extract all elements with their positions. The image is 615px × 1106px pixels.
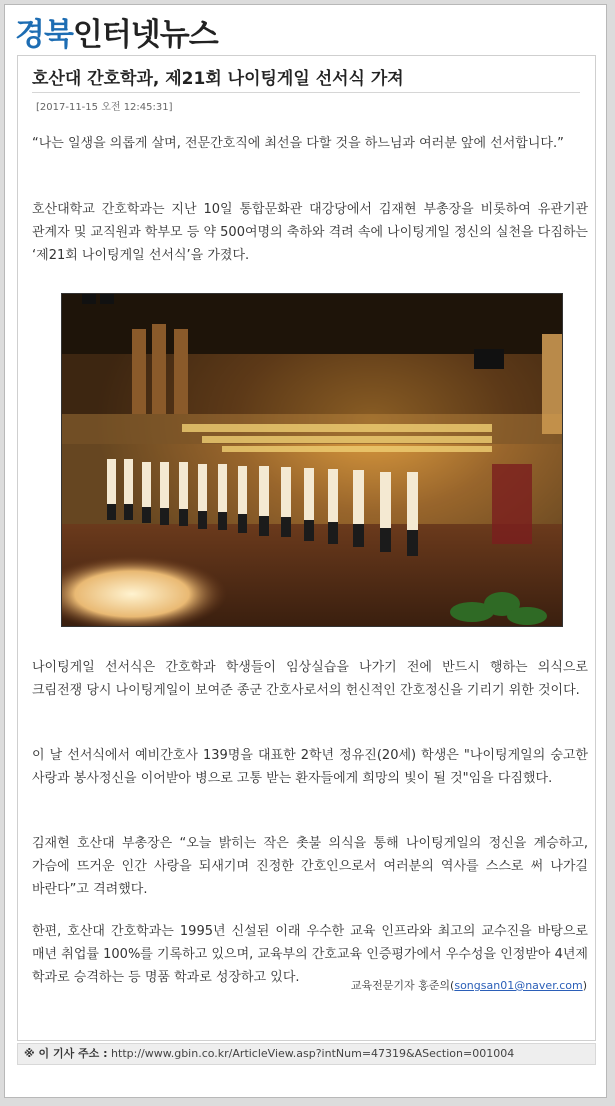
url-label: ※ 이 기사 주소 : <box>24 1047 108 1060</box>
article-byline <box>351 977 587 993</box>
article-title: 호산대 간호학과, 제21회 나이팅게일 선서식 가져 <box>32 69 404 89</box>
article-paragraph-5: 김재현 호산대 부총장은 “오늘 밝히는 작은 촛불 의식을 통해 나이팅게일의 정신을 계승하고, 가슴에 뜨거운 인간 사랑을 되새기며 진정한 간호인으로서 여러분의 역사를 스스로 써 나가길 바란다”고 격려했다. <box>32 836 588 897</box>
article-url[interactable]: http://www.gbin.co.kr/ArticleView.asp?intNum=47319&ASection=001004 <box>111 1047 515 1060</box>
byline-close: ) <box>582 979 587 992</box>
logo-part-2: 인터넷뉴스 <box>72 16 218 53</box>
article-paragraph-1: “나는 일생을 의롭게 살며, 전문간호직에 최선을 다할 것을 하느님과 여러분 앞에 선서합니다.” <box>32 136 564 151</box>
ceremony-photo-graphic <box>62 294 562 626</box>
article-photo <box>61 293 563 627</box>
logo-part-1: 경북 <box>15 16 73 53</box>
byline-reporter: 교육전문기자 홍준의( <box>350 979 455 992</box>
article-paragraph-3: 나이팅게일 선서식은 간호학과 학생들이 임상실습을 나가기 전에 반드시 행하는 의식으로 크림전쟁 당시 나이팅게일이 보여준 종군 간호사로서의 헌신적인 간호정신을 기리기 위한 것이다. <box>32 660 588 698</box>
article-box <box>17 55 596 1041</box>
title-divider <box>32 92 580 93</box>
site-logo[interactable] <box>15 9 218 53</box>
article-paragraph-4: 이 날 선서식에서 예비간호사 139명을 대표한 2학년 정유진(20세) 학생은 "나이팅게일의 숭고한 사랑과 봉사정신을 이어받아 병으로 고통 받는 환자들에게 희망의 빛이 될 것"임을 다짐했다. <box>32 748 588 786</box>
byline-email-link[interactable]: songsan01@naver.com <box>454 979 583 992</box>
article-url-bar <box>17 1043 596 1065</box>
article-date: [2017-11-15 오전 12:45:31] <box>36 102 173 113</box>
article-paragraph-2: 호산대학교 간호학과는 지난 10일 통합문화관 대강당에서 김재현 부총장을 비롯하여 유관기관 관계자 및 교직원과 학부모 등 약 500여명의 축하와 격려 속에 나이팅게일 정신의 실천을 다짐하는 ‘제21회 나이팅게일 선서식’을 가졌다. <box>32 202 588 263</box>
print-page <box>4 4 607 1098</box>
article-paragraph-6: 한편, 호산대 간호학과는 1995년 신설된 이래 우수한 교육 인프라와 최고의 교수진을 바탕으로 매년 취업률 100%를 기록하고 있으며, 교육부의 간호교육 인증평가에서 우수성을 인정받아 4년제 학과로 승격하는 등 명품 학과로 성장하고 있다. <box>32 924 588 985</box>
